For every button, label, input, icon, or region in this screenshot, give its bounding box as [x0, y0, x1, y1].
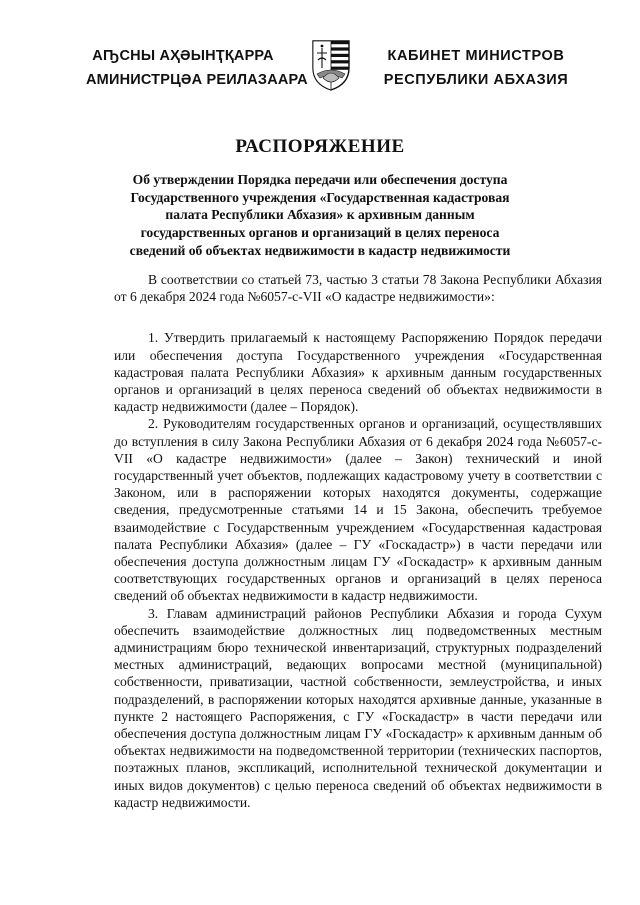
document-body	[114, 271, 602, 811]
header-right-line1: КАБИНЕТ МИНИСТРОВ	[387, 48, 565, 64]
header-left	[86, 44, 308, 92]
coat-of-arms-icon	[309, 38, 353, 92]
header-left-line2: АМИНИСТРЦӘА РЕИЛАЗААРА	[86, 72, 308, 88]
document-title: РАСПОРЯЖЕНИЕ	[235, 136, 405, 157]
item-paragraph-3: 3. Главам администраций районов Республики Абхазия и города Сухум обеспечить взаимодействие должностных лиц подведомственных местным администрациям бюро технической инвентаризаций, структурных подразделений местных администраций, ведающих вопросами местной (муниципальной) собственности, приватизации, частной собственности, землеустройства, и иных подразделений, в распоряжении которых находятся архивные данные, указанные в пункте 2 настоящего Распоряжения, с ГУ «Госкадастр» в части передачи или обеспечения доступа должностным лицам ГУ «Госкадастр» к архивным данным об объектах недвижимости на подведомственной территории (технических паспортов, поэтажных планов, экспликаций, исполнительной технической документации и иных видов документов) с целью переноса сведений об объектах недвижимости в кадастр недвижимости.	[114, 605, 602, 810]
item-paragraph-1: 1. Утвердить прилагаемый к настоящему Распоряжению Порядок передачи или обеспечения доступа Государственного учреждения «Государственная кадастровая палата Республики Абхазия» к архивным данным государственных органов и организаций в целях переноса сведений об объектах недвижимости в кадастр недвижимости (далее – Порядок).	[114, 330, 602, 415]
header-left-line1: АҦСНЫ АҲӘЫНҬҚАРРА	[92, 48, 274, 64]
document-subject: Об утверждении Порядка передачи или обеспечения доступа Государственного учреждения «Государственная кадастровая палата Республики Абхазия» к архивным данным государственных органов и организаций в целях переноса сведений об объектах недвижимости в кадастр недвижимости	[129, 172, 511, 258]
header-right-line2: РЕСПУБЛИКИ АБХАЗИЯ	[383, 72, 569, 88]
item-paragraph-2: 2. Руководителям государственных органов и организаций, осуществлявших до вступления в силу Закона Республики Абхазия от 6 декабря 2024 года №6057-с-VII «О кадастре недвижимости» (далее – Закон) технический и иной государственный учет объектов, подлежащих кадастровому учету в соответствии с Законом, или в распоряжении которых находятся документы, содержащие сведения, предусмотренные статьями 14 и 15 Закона, обеспечить требуемое взаимодействие с Государственным учреждением «Государственная кадастровая палата Республики Абхазия» (далее – ГУ «Госкадастр») в части передачи или обеспечения доступа должностным лицам ГУ «Госкадастр» к архивным данным соответствующих государственных органов и организаций в целях переноса сведений об объектах недвижимости в кадастр недвижимости.	[114, 416, 602, 604]
preamble-paragraph: В соответствии со статьей 73, частью 3 статьи 78 Закона Республики Абхазия от 6 декабря 2024 года №6057-с-VII «О кадастре недвижимости»:	[114, 272, 602, 305]
header-right	[378, 44, 574, 92]
